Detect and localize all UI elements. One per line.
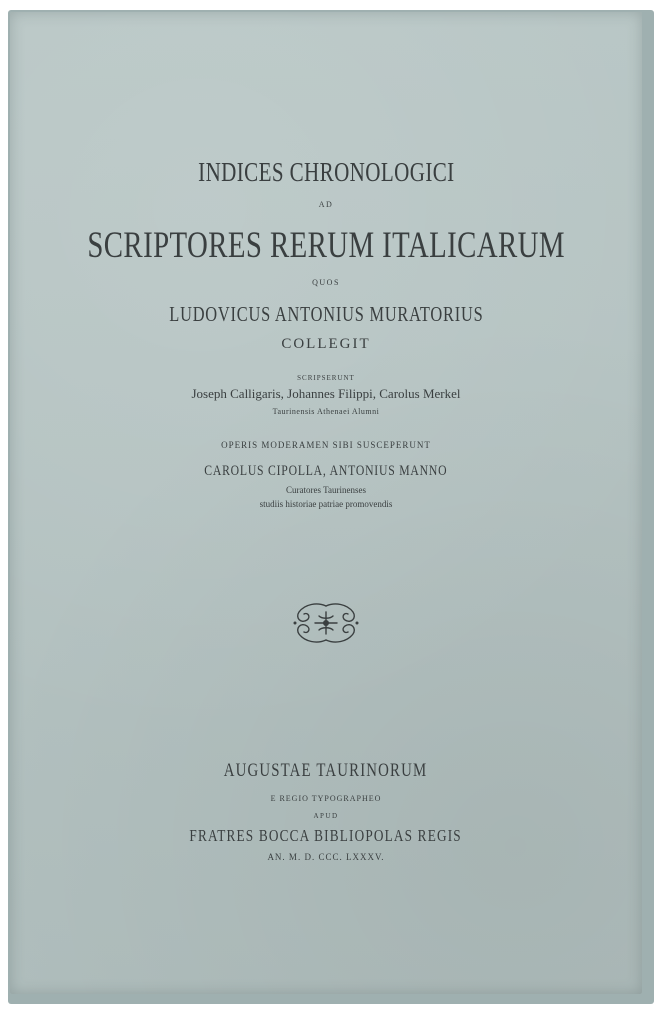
title-connector-ad: AD	[318, 200, 334, 209]
compiler-name: LUDOVICUS ANTONIUS MURATORIUS	[168, 302, 484, 326]
imprint-apud: APUD	[313, 812, 339, 820]
title-line-2: SCRIPTORES RERUM ITALICARUM	[87, 225, 565, 266]
curators-purpose: studiis historiae patriae promovendis	[259, 499, 393, 509]
imprint-publisher: FRATRES BOCCA BIBLIOPOLAS REGIS	[189, 826, 463, 845]
imprint-printer: E REGIO TYPOGRAPHEO	[270, 794, 382, 803]
scripserunt-line: SCRIPSERUNT	[297, 374, 355, 382]
imprint-year: AN. M. D. CCC. LXXXV.	[267, 852, 385, 862]
curators-names: CAROLUS CIPOLLA, ANTONIUS MANNO	[204, 463, 448, 479]
collegit-line: COLLEGIT	[281, 336, 371, 352]
book-cover	[10, 12, 642, 994]
floral-ornament-icon	[291, 600, 361, 646]
authors-affiliation: Taurinensis Athenaei Alumni	[272, 407, 380, 416]
curators-title: Curatores Taurinenses	[286, 485, 366, 495]
imprint-place: AUGUSTAE TAURINORUM	[224, 760, 428, 781]
operis-line: OPERIS MODERAMEN SIBI SUSCEPERUNT	[221, 440, 431, 450]
connector-quos: QUOS	[312, 278, 340, 287]
title-line-1: INDICES CHRONOLOGICI	[197, 157, 455, 187]
authors-line: Joseph Calligaris, Johannes Filippi, Carolus Merkel	[191, 386, 461, 401]
